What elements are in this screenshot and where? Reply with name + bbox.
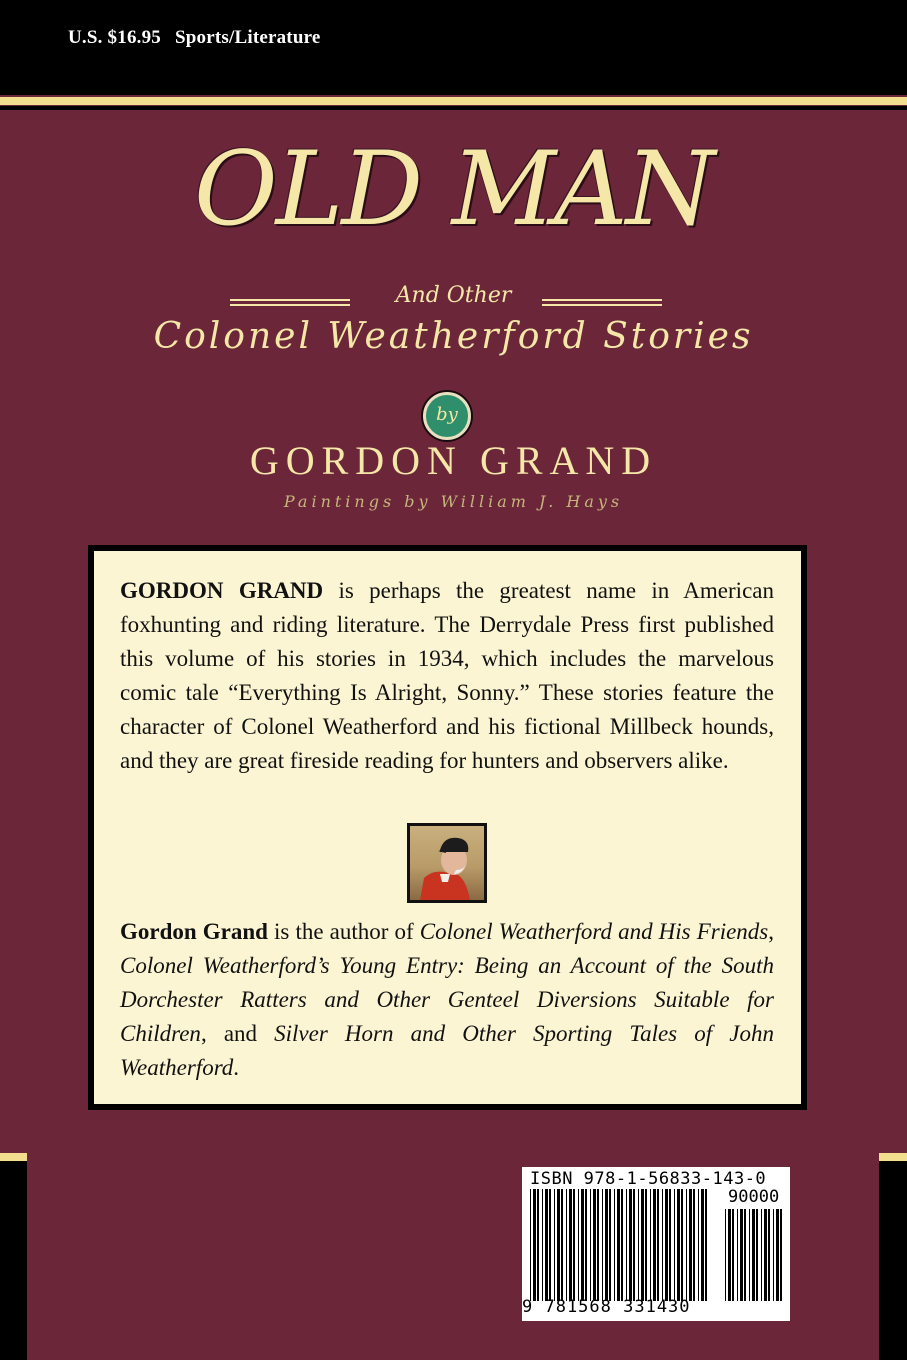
book-title: OLD MAN [194,130,713,249]
bio-text-c: , and [200,1021,275,1046]
bio-title-3: Silver Horn and Other Sporting Tales of John Weatherford [120,1021,774,1080]
bio-title-2: Colonel Weatherford’s Young Entry: Being an Account of the South Dorchester Ratters and Other Genteel Diversions Suitable for Children [120,953,774,1046]
category-label: Sports/Literature [175,27,321,48]
subtitle-series: Colonel Weatherford Stories [153,316,754,357]
author-portrait [407,823,487,903]
description-panel [88,545,807,1110]
portrait-image [410,826,484,900]
book-description [120,574,774,778]
description-panel-inner [94,551,801,1104]
author-name: GORDON GRAND [249,438,658,483]
illustrator-credit: Paintings by William J. Hays [283,492,624,511]
bottom-right-black-band [879,1161,907,1360]
price-category-line [68,27,335,49]
portrait-painting-icon [410,826,484,900]
top-gold-rule [0,97,907,105]
bio-text-d: . [233,1055,240,1080]
isbn-number: ISBN 978-1-56833-143-0 [530,1169,767,1189]
bottom-left-black-band [0,1161,27,1360]
bottom-left-gold-rule [0,1153,27,1161]
price-code: 90000 [728,1187,780,1207]
bio-title-1: Colonel Weatherford and His Friends [419,919,769,944]
subtitle-and-other: And Other [395,283,512,308]
addon-barcode-bars-icon [725,1209,783,1301]
top-black-rule [0,106,907,110]
bio-text-b: , [768,919,774,944]
description-body: is perhaps the greatest name in American foxhunting and riding literature. The Derrydale Press first published this volume of his stories in 1934, which includes the marvelous comic tale “Everything Is Alright, Sonny.” These stories feature the character of Colonel Weatherford and his fictional Millbeck hounds, and they are great fireside reading for hunters and observers alike. [120,578,774,773]
description-lead: GORDON GRAND [120,578,324,603]
ean-digits: 9 781568 331430 [522,1297,691,1317]
bio-text-a: is the author of [267,919,420,944]
by-badge: by [423,392,471,440]
barcode-bars-icon [530,1189,710,1301]
bio-lead: Gordon Grand [120,919,268,944]
isbn-barcode [522,1167,790,1321]
bottom-right-gold-rule [879,1153,907,1161]
author-bio [120,915,774,1085]
price-label: U.S. $16.95 [68,27,161,48]
